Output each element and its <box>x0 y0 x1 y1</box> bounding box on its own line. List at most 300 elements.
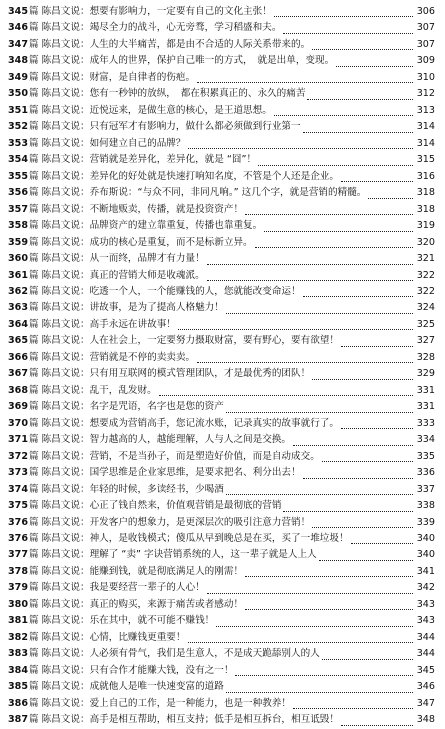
entry-number: 372 <box>8 450 29 462</box>
entry-title: 真正的购买，来源于痛苦或者感动！ <box>89 598 244 610</box>
entry-title: 开发客户的想象力，是更深层次的吸引注意力营销！ <box>89 516 311 528</box>
entry-title: 心正了钱自然来，价值观营销是最彻底的营销 <box>89 500 282 512</box>
entry-number: 349 <box>8 71 29 83</box>
author-prefix: 陈昌文说： <box>41 6 90 17</box>
toc-entry[interactable] <box>0 597 445 613</box>
toc-entry[interactable] <box>0 4 445 20</box>
page-number: 312 <box>416 88 435 100</box>
dot-leader <box>341 428 413 429</box>
toc-entry[interactable] <box>0 300 445 316</box>
pian-label: 篇 <box>29 384 39 396</box>
author-prefix: 陈昌文说： <box>41 681 90 693</box>
toc-entry[interactable] <box>0 86 445 102</box>
pian-label: 篇 <box>29 351 39 363</box>
toc-entry[interactable] <box>0 103 445 119</box>
page-number: 321 <box>416 253 435 265</box>
toc-entry[interactable] <box>0 20 445 36</box>
page-number: 315 <box>416 154 435 166</box>
entry-number: 376 <box>8 516 29 528</box>
page-number: 322 <box>416 269 435 281</box>
page-number: 324 <box>416 302 435 314</box>
page-number: 345 <box>416 664 435 676</box>
toc-entry[interactable] <box>0 284 445 300</box>
author-prefix: 陈昌文说： <box>41 351 90 363</box>
dot-leader <box>322 659 413 660</box>
author-prefix: 陈昌文说： <box>41 318 90 330</box>
dot-leader <box>341 346 413 347</box>
dot-leader <box>258 165 413 166</box>
author-prefix: 陈昌文说： <box>41 500 90 512</box>
entry-title: 财富，是自律者的伤疤。 <box>89 71 196 83</box>
toc-entry[interactable] <box>0 152 445 168</box>
entry-number: 364 <box>8 318 29 330</box>
pian-label: 篇 <box>29 533 39 544</box>
entry-number: 365 <box>8 335 29 347</box>
author-prefix: 陈昌文说： <box>41 22 90 34</box>
pian-label: 篇 <box>29 697 39 709</box>
entry-title: 名字是咒语，名字也是您的资产 <box>89 401 224 413</box>
page-number: 335 <box>416 450 435 462</box>
dot-leader <box>283 33 413 34</box>
dot-leader <box>283 511 413 512</box>
author-prefix: 陈昌文说： <box>41 549 90 561</box>
entry-number: 363 <box>8 302 29 314</box>
dot-leader <box>159 395 413 396</box>
entry-title: 想要成为营销高手，您记流水账，记录真实的故事就行了。 <box>89 417 339 429</box>
author-prefix: 陈昌文说： <box>41 302 90 314</box>
page-number: 333 <box>416 417 435 429</box>
toc-entry[interactable] <box>0 268 445 284</box>
page-number: 342 <box>416 582 435 594</box>
author-prefix: 陈昌文说： <box>41 401 90 413</box>
author-prefix: 陈昌文说： <box>41 137 90 149</box>
entry-number: 387 <box>8 714 29 726</box>
pian-label: 篇 <box>29 121 39 133</box>
page-number: 347 <box>416 697 435 709</box>
author-prefix: 陈昌文说： <box>41 434 90 446</box>
entry-title: 成功的核心是重复，而不是标新立异。 <box>89 236 253 248</box>
author-prefix: 陈昌文说： <box>41 450 90 462</box>
entry-number: 366 <box>8 351 29 363</box>
dot-leader <box>312 379 413 380</box>
entry-title: 神人，是收钱模式；傻瓜从早到晚总是在买，买了一堆垃圾！ <box>89 533 349 544</box>
toc-entry[interactable] <box>0 399 445 415</box>
toc-entry[interactable] <box>0 333 445 349</box>
entry-title: 从一而终，品牌才有力量！ <box>89 253 205 265</box>
dot-leader <box>264 231 413 232</box>
toc-entry[interactable] <box>0 531 445 547</box>
dot-leader <box>341 725 413 726</box>
toc-entry[interactable] <box>0 482 445 498</box>
entry-number: 379 <box>8 582 29 594</box>
dot-leader <box>226 494 413 495</box>
author-prefix: 陈昌文说： <box>41 285 90 297</box>
entry-number: 376 <box>8 533 29 544</box>
toc-entry[interactable] <box>0 646 445 662</box>
entry-title: 成年人的世界，保护自己唯一的方式， 就是出单，变现。 <box>89 55 335 67</box>
author-prefix: 陈昌文说： <box>41 483 90 495</box>
toc-entry[interactable] <box>0 235 445 251</box>
dot-leader <box>293 445 413 446</box>
author-prefix: 陈昌文说： <box>41 104 90 116</box>
dot-leader <box>341 181 413 182</box>
toc-entry[interactable] <box>0 613 445 629</box>
entry-number: 346 <box>8 22 29 34</box>
dot-leader <box>188 642 414 643</box>
dot-leader <box>207 280 413 281</box>
entry-title: 我是要经营一辈子的人心！ <box>89 582 205 594</box>
entry-title: 不断地贩卖，传播，就是投资资产！ <box>89 203 244 215</box>
pian-label: 篇 <box>29 549 39 561</box>
pian-label: 篇 <box>29 335 39 347</box>
page-number: 343 <box>416 615 435 627</box>
toc-entry[interactable] <box>0 70 445 86</box>
toc-entry[interactable] <box>0 432 445 448</box>
author-prefix: 陈昌文说： <box>41 220 90 232</box>
author-prefix: 陈昌文说： <box>41 88 90 100</box>
page-number: 348 <box>416 714 435 726</box>
entry-number: 359 <box>8 236 29 248</box>
entry-number: 370 <box>8 417 29 429</box>
entry-number: 361 <box>8 269 29 281</box>
dot-leader <box>207 264 413 265</box>
toc-entry[interactable] <box>0 498 445 514</box>
entry-number: 352 <box>8 121 29 133</box>
author-prefix: 陈昌文说： <box>41 269 90 281</box>
entry-number: 350 <box>8 88 29 100</box>
page-number: 307 <box>416 22 435 34</box>
page-number: 338 <box>416 500 435 512</box>
entry-number: 384 <box>8 664 29 676</box>
toc-entry[interactable] <box>0 185 445 201</box>
pian-label: 篇 <box>29 71 39 83</box>
entry-number: 381 <box>8 615 29 627</box>
toc-entry[interactable] <box>0 564 445 580</box>
toc-entry[interactable] <box>0 218 445 234</box>
dot-leader <box>226 692 413 693</box>
dot-leader <box>293 708 413 709</box>
toc-entry[interactable] <box>0 630 445 646</box>
toc-entry[interactable] <box>0 465 445 481</box>
dot-leader <box>216 626 413 627</box>
entry-number: 367 <box>8 368 29 380</box>
page-number: 339 <box>416 516 435 528</box>
page-number: 320 <box>416 236 435 248</box>
author-prefix: 陈昌文说： <box>41 55 90 67</box>
entry-title: 能赚到钱，就是彻底满足人的刚需！ <box>89 565 244 577</box>
author-prefix: 陈昌文说： <box>41 121 90 133</box>
pian-label: 篇 <box>29 598 39 610</box>
entry-title: 您有一秒钟的放纵， 都在积累真正的、永久的痛苦 <box>89 88 306 100</box>
page-number: 328 <box>416 351 435 363</box>
dot-leader <box>197 362 413 363</box>
pian-label: 篇 <box>29 88 39 100</box>
author-prefix: 陈昌文说： <box>41 565 90 577</box>
dot-leader <box>235 675 413 676</box>
entry-number: 386 <box>8 697 29 709</box>
entry-title: 吃透一个人，一个能赚钱的人，您就能改变命运！ <box>89 285 301 297</box>
toc-entry[interactable] <box>0 37 445 53</box>
dot-leader <box>322 461 413 462</box>
page-number: 310 <box>416 71 435 83</box>
pian-label: 篇 <box>29 582 39 594</box>
entry-title: 智力越高的人，越能理解，人与人之间是交换。 <box>89 434 292 446</box>
pian-label: 篇 <box>29 104 39 116</box>
entry-title: 乔布斯说：“与众不同，非同凡响。” 这几个字，就是营销的精髓。 <box>89 187 367 199</box>
toc-entry[interactable] <box>0 712 445 728</box>
page-number: 316 <box>416 170 435 182</box>
entry-number: 351 <box>8 104 29 116</box>
pian-label: 篇 <box>29 285 39 297</box>
entry-number: 368 <box>8 384 29 396</box>
entry-title: 只有冠军才有影响力，做什么都必须做到行业第一 <box>89 121 301 133</box>
dot-leader <box>245 609 413 610</box>
entry-title: 乱干，乱发财。 <box>89 384 157 396</box>
entry-title: 人必须有骨气，我们是生意人，不是成天跪舔别人的人 <box>89 648 320 660</box>
dot-leader <box>351 543 413 544</box>
author-prefix: 陈昌文说： <box>41 516 90 528</box>
entry-title: 理解了 “卖” 字诀营销系统的人，这一辈子就是人上人 <box>89 549 317 561</box>
author-prefix: 陈昌文说： <box>41 187 90 199</box>
page-number: 318 <box>416 187 435 199</box>
entry-title: 高手永远在讲故事！ <box>89 318 176 330</box>
entry-number: 374 <box>8 483 29 495</box>
toc-entry[interactable] <box>0 119 445 135</box>
page-number: 319 <box>416 220 435 232</box>
page-number: 336 <box>416 467 435 479</box>
author-prefix: 陈昌文说： <box>41 71 90 83</box>
author-prefix: 陈昌文说： <box>41 533 90 544</box>
pian-label: 篇 <box>29 434 39 446</box>
entry-title: 人生的大半痛苦，都是由不合适的人际关系带来的。 <box>89 38 311 50</box>
pian-label: 篇 <box>29 269 39 281</box>
pian-label: 篇 <box>29 401 39 413</box>
pian-label: 篇 <box>29 38 39 50</box>
author-prefix: 陈昌文说： <box>41 697 90 709</box>
entry-title: 营销就是不停的卖卖卖。 <box>89 351 196 363</box>
dot-leader <box>197 82 413 83</box>
dot-leader <box>303 296 413 297</box>
entry-title: 高手是相互帮助，相互支持；低手是相互拆台，相互诋毁！ <box>89 714 339 726</box>
pian-label: 篇 <box>29 648 39 660</box>
pian-label: 篇 <box>29 22 39 34</box>
page-number: 331 <box>416 401 435 413</box>
dot-leader <box>319 560 413 561</box>
author-prefix: 陈昌文说： <box>41 236 90 248</box>
author-prefix: 陈昌文说： <box>41 417 90 429</box>
entry-title: 国学思维是企业家思维，是要求把名、利分出去！ <box>89 467 301 479</box>
author-prefix: 陈昌文说： <box>41 384 90 396</box>
pian-label: 篇 <box>29 681 39 693</box>
entry-title: 爱上自己的工作，是一种能力，也是一种教养！ <box>89 697 292 709</box>
entry-number: 345 <box>8 6 29 17</box>
pian-label: 篇 <box>29 187 39 199</box>
author-prefix: 陈昌文说： <box>41 598 90 610</box>
page-number: 329 <box>416 368 435 380</box>
pian-label: 篇 <box>29 368 39 380</box>
pian-label: 篇 <box>29 631 39 643</box>
entry-number: 382 <box>8 631 29 643</box>
entry-number: 380 <box>8 598 29 610</box>
dot-leader <box>178 329 413 330</box>
toc-entry[interactable] <box>0 580 445 596</box>
pian-label: 篇 <box>29 318 39 330</box>
pian-label: 篇 <box>29 664 39 676</box>
entry-title: 营销就是差异化，差异化，就是 “囧”！ <box>89 154 257 166</box>
pian-label: 篇 <box>29 467 39 479</box>
pian-label: 篇 <box>29 516 39 528</box>
pian-label: 篇 <box>29 302 39 314</box>
page-number: 334 <box>416 434 435 446</box>
entry-number: 355 <box>8 170 29 182</box>
pian-label: 篇 <box>29 450 39 462</box>
dot-leader <box>312 527 413 528</box>
toc-entry[interactable] <box>0 416 445 432</box>
pian-label: 篇 <box>29 6 39 17</box>
toc-entry[interactable] <box>0 202 445 218</box>
entry-title: 差异化的好处就是快速打响知名度，不管是个人还是企业。 <box>89 170 339 182</box>
entry-number: 360 <box>8 253 29 265</box>
page-number: 322 <box>416 285 435 297</box>
entry-title: 讲故事，是为了提高人格魅力！ <box>89 302 224 314</box>
dot-leader <box>255 247 413 248</box>
author-prefix: 陈昌文说： <box>41 631 90 643</box>
entry-title: 只有合作才能赚大钱，没有之一！ <box>89 664 234 676</box>
author-prefix: 陈昌文说： <box>41 467 90 479</box>
entry-number: 348 <box>8 55 29 67</box>
entry-number: 377 <box>8 549 29 561</box>
entry-title: 如何建立自己的品牌？ <box>89 137 186 149</box>
pian-label: 篇 <box>29 203 39 215</box>
entry-number: 353 <box>8 137 29 149</box>
entry-title: 成就他人是唯一快速变富的道路 <box>89 681 224 693</box>
author-prefix: 陈昌文说： <box>41 170 90 182</box>
author-prefix: 陈昌文说： <box>41 648 90 660</box>
page-number: 344 <box>416 648 435 660</box>
entry-number: 378 <box>8 565 29 577</box>
author-prefix: 陈昌文说： <box>41 664 90 676</box>
dot-leader <box>226 412 413 413</box>
toc-entry[interactable] <box>0 169 445 185</box>
pian-label: 篇 <box>29 483 39 495</box>
page-number: 331 <box>416 384 435 396</box>
author-prefix: 陈昌文说： <box>41 615 90 627</box>
page-number: 314 <box>416 121 435 133</box>
author-prefix: 陈昌文说： <box>41 582 90 594</box>
page-number: 340 <box>416 549 435 561</box>
pian-label: 篇 <box>29 615 39 627</box>
toc-entry[interactable] <box>0 366 445 382</box>
toc-entry[interactable] <box>0 449 445 465</box>
page-number: 309 <box>416 55 435 67</box>
toc-entry[interactable] <box>0 383 445 399</box>
pian-label: 篇 <box>29 220 39 232</box>
dot-leader <box>274 16 413 17</box>
page-number: 327 <box>416 335 435 347</box>
pian-label: 篇 <box>29 565 39 577</box>
author-prefix: 陈昌文说： <box>41 38 90 50</box>
toc-entry[interactable] <box>0 136 445 152</box>
page-number: 346 <box>416 681 435 693</box>
entry-title: 竭尽全力的战斗，心无旁骛，学习稻盛和夫。 <box>89 22 282 34</box>
entry-number: 369 <box>8 401 29 413</box>
entry-title: 心情，比赚钱更重要！ <box>89 631 186 643</box>
pian-label: 篇 <box>29 154 39 166</box>
toc-entry[interactable] <box>0 547 445 563</box>
pian-label: 篇 <box>29 55 39 67</box>
pian-label: 篇 <box>29 500 39 512</box>
pian-label: 篇 <box>29 170 39 182</box>
dot-leader <box>207 593 413 594</box>
page-number: 313 <box>416 104 435 116</box>
entry-number: 373 <box>8 467 29 479</box>
dot-leader <box>274 115 413 116</box>
entry-number: 358 <box>8 220 29 232</box>
entry-number: 356 <box>8 187 29 199</box>
entry-title: 近悦远来，是做生意的核心，是王道思想。 <box>89 104 272 116</box>
page-number: 344 <box>416 631 435 643</box>
pian-label: 篇 <box>29 137 39 149</box>
toc-entry[interactable] <box>0 317 445 333</box>
dot-leader <box>188 148 414 149</box>
dot-leader <box>303 132 413 133</box>
page-number: 306 <box>416 6 435 17</box>
page-number: 337 <box>416 483 435 495</box>
entry-title: 品牌资产的建立靠重复，传播也靠重复。 <box>89 220 263 232</box>
page-number: 343 <box>416 598 435 610</box>
page-number: 307 <box>416 38 435 50</box>
toc-entry[interactable] <box>0 350 445 366</box>
entry-number: 371 <box>8 434 29 446</box>
author-prefix: 陈昌文说： <box>41 335 90 347</box>
entry-title: 年轻的时候，多读经书，少喝酒 <box>89 483 224 495</box>
dot-leader <box>245 214 413 215</box>
entry-number: 362 <box>8 285 29 297</box>
pian-label: 篇 <box>29 417 39 429</box>
author-prefix: 陈昌文说： <box>41 253 90 265</box>
entry-title: 人在社会上，一定要努力摄取财富，要有野心，要有欲望！ <box>89 335 339 347</box>
toc-entry[interactable] <box>0 53 445 69</box>
entry-number: 375 <box>8 500 29 512</box>
toc-entry[interactable] <box>0 696 445 712</box>
dot-leader <box>245 576 413 577</box>
dot-leader <box>312 49 413 50</box>
toc-entry[interactable] <box>0 515 445 531</box>
entry-title: 营销，不是当孙子，而是塑造好价值，而是自动成交。 <box>89 450 320 462</box>
page-number: 340 <box>416 533 435 544</box>
dot-leader <box>307 99 413 100</box>
pian-label: 篇 <box>29 253 39 265</box>
dot-leader <box>368 198 413 199</box>
author-prefix: 陈昌文说： <box>41 203 90 215</box>
toc-entry[interactable] <box>0 663 445 679</box>
author-prefix: 陈昌文说： <box>41 714 90 726</box>
author-prefix: 陈昌文说： <box>41 368 90 380</box>
page-number: 341 <box>416 565 435 577</box>
dot-leader <box>226 313 413 314</box>
author-prefix: 陈昌文说： <box>41 154 90 166</box>
pian-label: 篇 <box>29 236 39 248</box>
page-number: 314 <box>416 137 435 149</box>
entry-number: 354 <box>8 154 29 166</box>
toc-entry[interactable] <box>0 251 445 267</box>
dot-leader <box>336 66 413 67</box>
entry-title: 只有用互联网的模式管理团队，才是最优秀的团队！ <box>89 368 311 380</box>
dot-leader <box>303 478 413 479</box>
entry-number: 385 <box>8 681 29 693</box>
toc-entry[interactable] <box>0 679 445 695</box>
entry-title: 乐在其中，就不可能不赚钱！ <box>89 615 215 627</box>
